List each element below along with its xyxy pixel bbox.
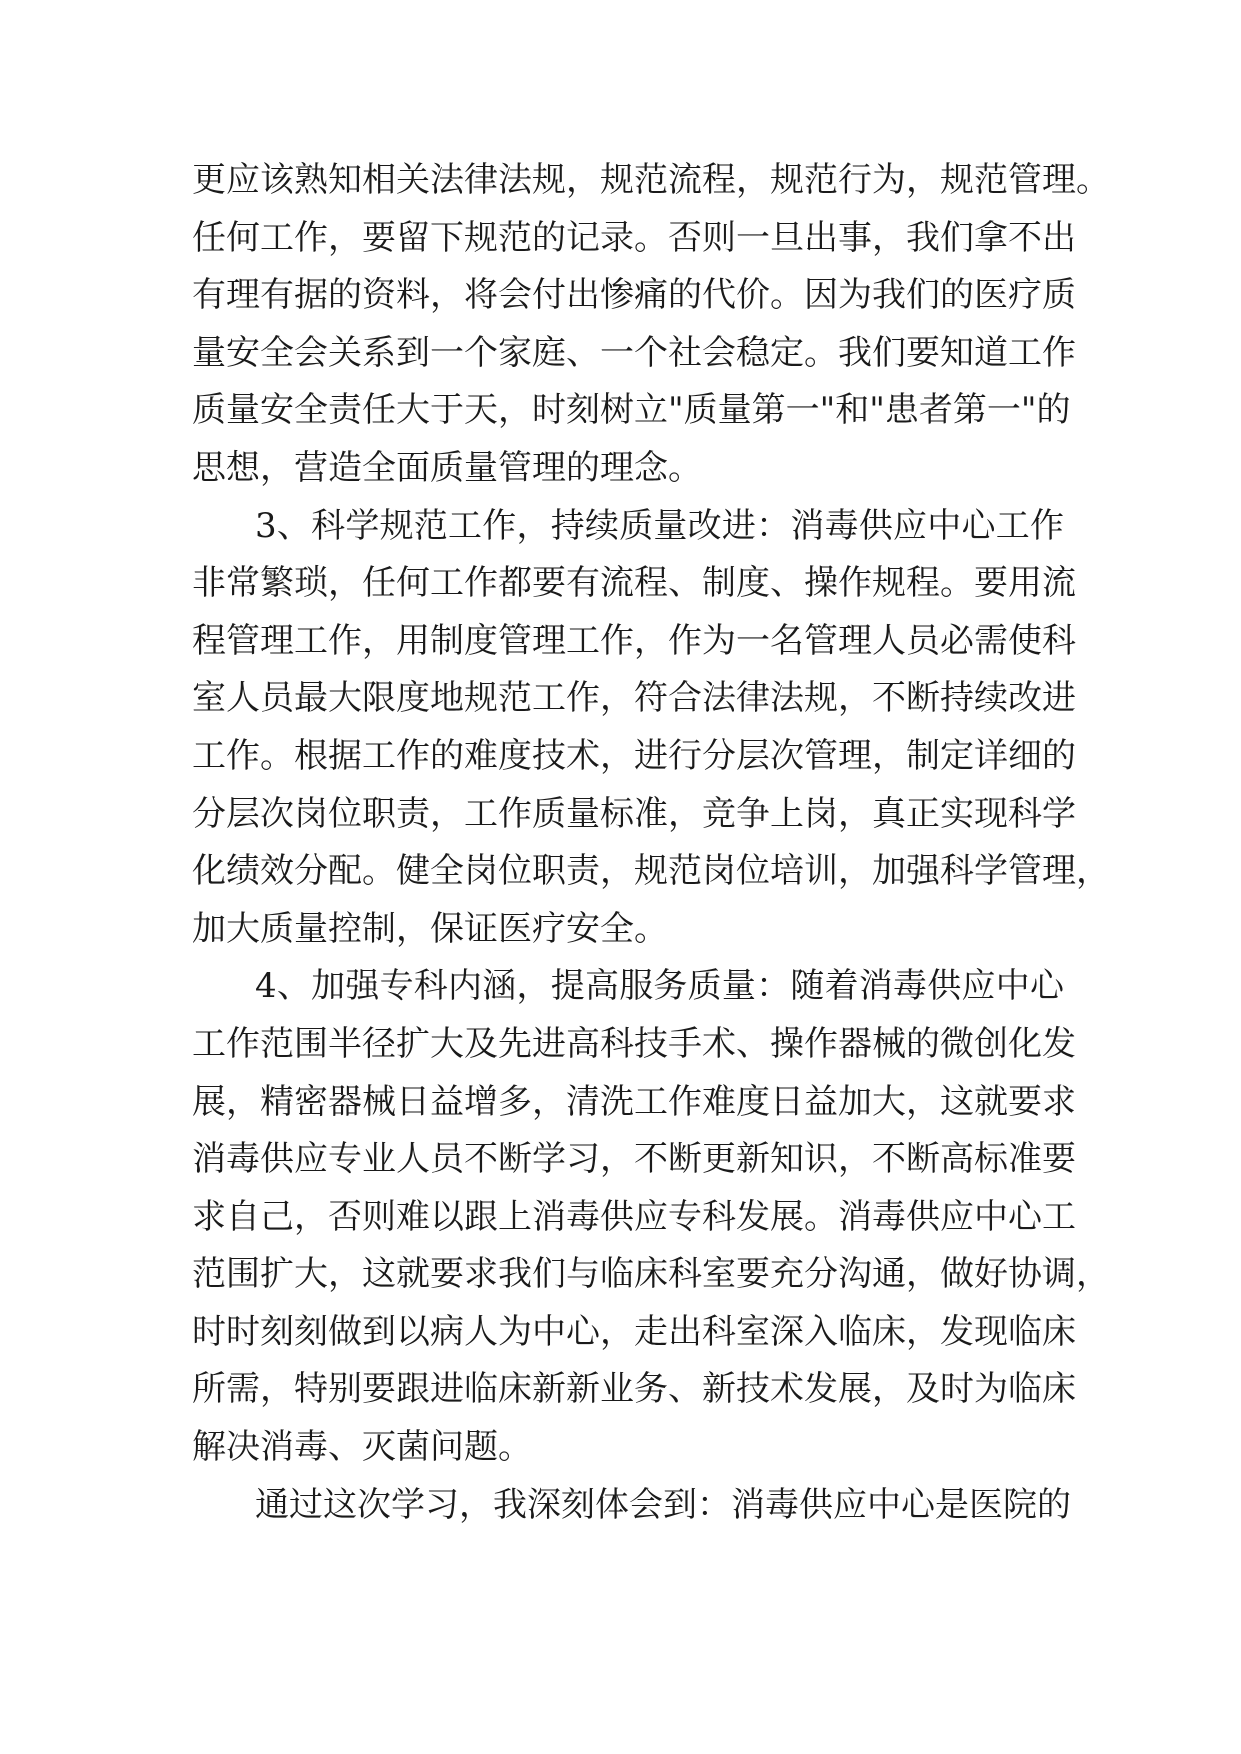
paragraph-4 xyxy=(192,1477,1071,1535)
text-line: 展，精密器械日益增多，清洗工作难度日益加大，这就要求 xyxy=(192,1081,1076,1122)
text-line: 思想，营造全面质量管理的理念。 xyxy=(192,447,702,488)
text-line: 工作。根据工作的难度技术，进行分层次管理，制定详细的 xyxy=(192,735,1076,776)
text-line: 非常繁琐，任何工作都要有流程、制度、操作规程。要用流 xyxy=(192,563,1076,604)
text-line: 室人员最大限度地规范工作，符合法律法规，不断持续改进 xyxy=(192,678,1076,719)
text-line: 加大质量控制，保证医疗安全。 xyxy=(192,908,668,949)
text-line: 所需，特别要跟进临床新新业务、新技术发展，及时为临床 xyxy=(192,1369,1076,1410)
text-line: 范围扩大，这就要求我们与临床科室要充分沟通，做好协调， xyxy=(192,1254,1110,1295)
text-line: 化绩效分配。健全岗位职责，规范岗位培训，加强科学管理， xyxy=(192,851,1110,892)
text-line: 分层次岗位职责，工作质量标准，竞争上岗，真正实现科学 xyxy=(192,793,1076,834)
text-line: 工作范围半径扩大及先进高科技手术、操作器械的微创化发 xyxy=(192,1023,1076,1064)
text-line: 通过这次学习，我深刻体会到：消毒供应中心是医院的 xyxy=(255,1484,1071,1525)
paragraph-3 xyxy=(192,958,1110,1476)
text-line: 量安全会关系到一个家庭、一个社会稳定。我们要知道工作 xyxy=(192,332,1076,373)
text-line: 有理有据的资料，将会付出惨痛的代价。因为我们的医疗质 xyxy=(192,275,1076,316)
text-line: 质量安全责任大于天，时刻树立"质量第一"和"患者第一"的 xyxy=(192,390,1071,431)
text-line: 任何工作，要留下规范的记录。否则一旦出事，我们拿不出 xyxy=(192,217,1076,258)
text-line: 时时刻刻做到以病人为中心，走出科室深入临床，发现临床 xyxy=(192,1311,1076,1352)
body-text xyxy=(192,152,1110,1534)
text-line: 程管理工作，用制度管理工作，作为一名管理人员必需使科 xyxy=(192,620,1076,661)
text-line: 4、加强专科内涵，提高服务质量：随着消毒供应中心 xyxy=(255,966,1064,1007)
text-line: 求自己，否则难以跟上消毒供应专科发展。消毒供应中心工 xyxy=(192,1196,1076,1237)
paragraph-2 xyxy=(192,498,1110,959)
text-line: 解决消毒、灭菌问题。 xyxy=(192,1427,532,1468)
text-line: 更应该熟知相关法律法规，规范流程，规范行为，规范管理。 xyxy=(192,160,1110,200)
text-line: 3、科学规范工作，持续质量改进：消毒供应中心工作 xyxy=(255,505,1064,546)
paragraph-1 xyxy=(192,152,1110,498)
text-line: 消毒供应专业人员不断学习，不断更新知识，不断高标准要 xyxy=(192,1139,1076,1180)
